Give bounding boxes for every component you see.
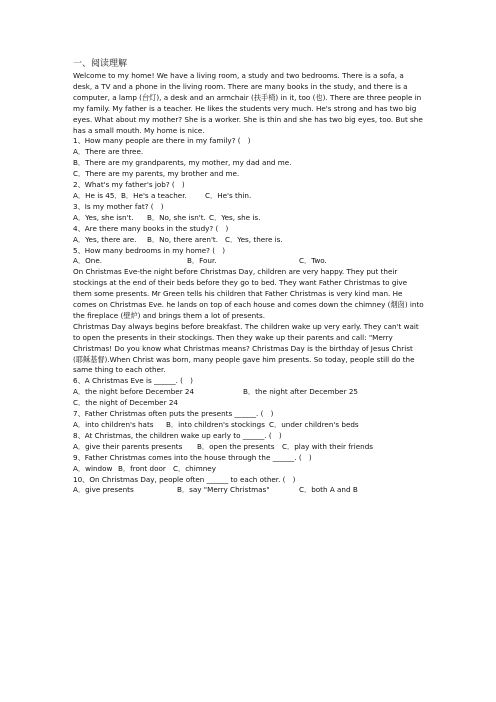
q7-options bbox=[73, 420, 424, 431]
q1-option-a: A．There are three. bbox=[73, 147, 144, 157]
q10-option-b: B．say "Merry Christmas" bbox=[177, 485, 270, 495]
question-4: 4、Are there many books in the study? ( ) bbox=[73, 223, 229, 233]
passage-2-paragraph-1: On Christmas Eve-the night before Christmas Day, children are very happy. They put their stockings at the end of their beds before they go to bed. They want Father Christmas to give them some presents. Mr Green tells his children that Father Christmas is very kind man. He comes on Christmas Eve. he lands on top of each house and comes down the chimney (烟囱) into the fireplace (壁炉) and brings them a lot of presents. bbox=[73, 267, 424, 320]
q2-options bbox=[73, 191, 424, 202]
q9-options bbox=[73, 464, 424, 475]
question-3: 3、Is my mother fat? ( ) bbox=[73, 201, 164, 211]
q1-option-b: B．There are my grandparents, my mother, my dad and me. bbox=[73, 158, 292, 168]
question-8: 8、At Christmas, the children wake up early to ______. ( ) bbox=[73, 430, 282, 440]
q8-option-a: A．give their parents presents bbox=[73, 441, 183, 451]
q5-option-a: A．One. bbox=[73, 256, 103, 266]
section-title: 一、阅读理解 bbox=[73, 59, 128, 69]
q5-option-c: C．Two. bbox=[299, 256, 327, 266]
q10-options bbox=[73, 485, 424, 496]
q4-option-b: B．No, there aren't. bbox=[147, 234, 219, 244]
q8-options bbox=[73, 442, 424, 453]
question-10: 10、On Christmas Day, people often ______ to each other. ( ) bbox=[73, 474, 296, 484]
q4-option-a: A．Yes, there are. bbox=[73, 234, 137, 244]
question-5: 5、How many bedrooms in my home? ( ) bbox=[73, 245, 226, 255]
q2-option-b: B．He's a teacher. bbox=[121, 190, 187, 200]
q7-option-c: C．under children's beds bbox=[269, 420, 359, 429]
question-2: 2、What's my father's job? ( ) bbox=[73, 180, 185, 190]
q3-option-a: A．Yes, she isn't. bbox=[73, 212, 134, 222]
q9-option-a: A．window bbox=[73, 463, 113, 473]
q8-option-c: C．play with their friends bbox=[282, 441, 374, 451]
q6-option-c: C．the night of December 24 bbox=[73, 398, 178, 408]
q2-option-a: A．He is 45． bbox=[73, 190, 122, 200]
q5-option-b: B．Four. bbox=[187, 256, 217, 266]
q5-options bbox=[73, 256, 424, 267]
q3-options bbox=[73, 213, 424, 224]
q7-option-a: A．into children's hats bbox=[73, 420, 154, 429]
q7-option-b: B．into children's stockings bbox=[166, 420, 265, 429]
q3-option-b: B．No, she isn't. bbox=[147, 212, 206, 222]
question-9: 9、Father Christmas comes into the house through the ______. ( ) bbox=[73, 452, 312, 462]
question-7: 7、Father Christmas often puts the presents ______. ( ) bbox=[73, 409, 274, 419]
q10-option-c: C．both A and B bbox=[299, 485, 358, 495]
q3-option-c: C．Yes, she is. bbox=[209, 212, 261, 222]
q6-option-a: A．the night before December 24 bbox=[73, 387, 195, 397]
q2-option-c: C．He's thin. bbox=[205, 190, 252, 200]
q6-options bbox=[73, 387, 424, 398]
q1-option-c: C．There are my parents, my brother and me. bbox=[73, 169, 240, 179]
q10-option-a: A．give presents bbox=[73, 485, 134, 495]
passage-2-paragraph-2: Christmas Day always begins before breakfast. The children wake up very early. They can't wait to open the presents in their stockings. Then they wake up their parents and call: "Merry Christmas! Do you know what Christmas means? Christmas Day is the birthday of Jesus Christ (耶稣基督).When Christ was born, many people gave him presents. So today, people still do the same thing to each other. bbox=[73, 321, 419, 375]
q6-option-b: B．the night after December 25 bbox=[243, 387, 358, 397]
passage-1: Welcome to my home! We have a living room, a study and two bedrooms. There is a sofa, a desk, a TV and a phone in the living room. There are many books in the study, and there is a computer, a lamp (台灯), a desk and an armchair (扶手椅) in it, too (也). There are three people in my family. My father is a teacher. He likes the students very much. He's strong and has two big eyes. What about my mother? She is a worker. She is thin and she has two big eyes, too. But she has a small mouth. My home is nice. bbox=[73, 71, 423, 135]
q9-option-c: C．chimney bbox=[173, 463, 216, 473]
question-6: 6、A Christmas Eve is ______. ( ) bbox=[73, 376, 193, 386]
q9-option-b: B．front door bbox=[118, 463, 166, 473]
question-1: 1、How many people are there in my family? ( ) bbox=[73, 136, 251, 146]
q8-option-b: B．open the presents bbox=[197, 441, 275, 451]
q4-options bbox=[73, 235, 424, 246]
q4-option-c: C．Yes, there is. bbox=[225, 234, 283, 244]
